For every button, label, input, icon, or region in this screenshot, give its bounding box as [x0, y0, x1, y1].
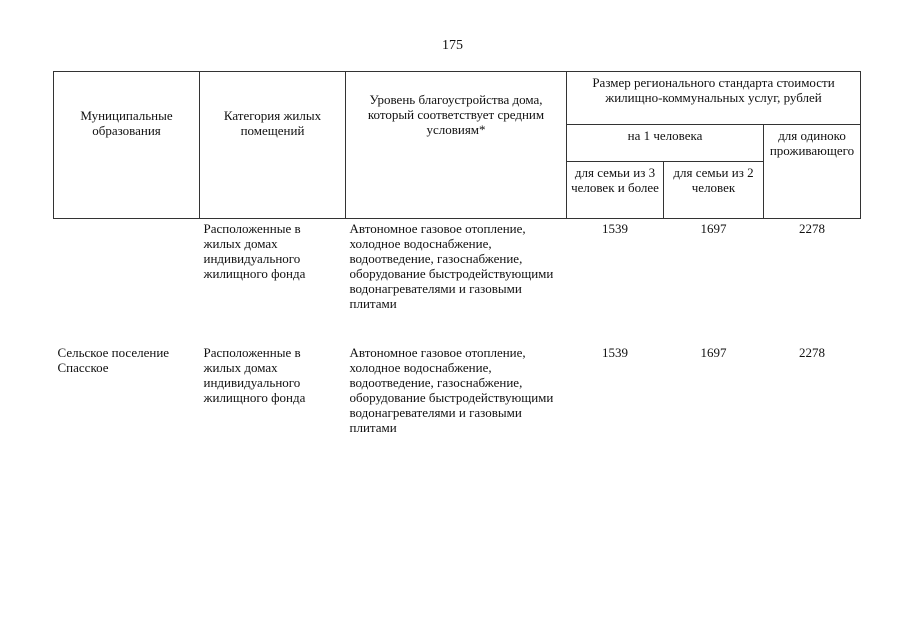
table-row	[54, 343, 861, 435]
header-improvement-level: Уровень благоустройства дома, который соответствует средним условиям*	[346, 72, 567, 219]
cell-family-2: 1697	[700, 221, 727, 236]
cell-family-3-plus: 1539	[602, 221, 628, 236]
cell-category: Расположенные в жилых домах индивидуального жилищного фонда	[203, 345, 306, 405]
header-standard-size: Размер регионального стандарта стоимости жилищно-коммунальных услуг, рублей	[567, 72, 861, 125]
cell-municipal	[54, 219, 200, 344]
cell-single: 2278	[799, 345, 825, 360]
table-row	[54, 219, 861, 344]
cell-single: 2278	[799, 221, 825, 236]
cell-municipal: Сельское поселение Спасское	[57, 345, 170, 375]
header-single-resident: для одиноко проживающего	[764, 125, 861, 219]
header-category: Категория жилых помещений	[200, 72, 346, 219]
page-number: 175	[442, 38, 463, 53]
cell-category: Расположенные в жилых домах индивидуального жилищного фонда	[203, 221, 306, 281]
cell-improvement-level: Автономное газовое отопление, холодное водоснабжение, водоотведение, газоснабжение, оборудование быстродействующими водонагревателями и газовыми плитами	[349, 221, 554, 311]
header-family-2: для семьи из 2 человек	[664, 162, 764, 219]
cell-family-3-plus: 1539	[602, 345, 628, 360]
cell-family-2: 1697	[700, 345, 727, 360]
housing-cost-standard-table	[53, 71, 861, 435]
header-per-person: на 1 человека	[567, 125, 764, 162]
cell-improvement-level: Автономное газовое отопление, холодное водоснабжение, водоотведение, газоснабжение, оборудование быстродействующими водонагревателями и газовыми плитами	[349, 345, 554, 435]
header-municipal: Муниципальные образования	[54, 72, 200, 219]
header-family-3-plus: для семьи из 3 человек и более	[567, 162, 664, 219]
